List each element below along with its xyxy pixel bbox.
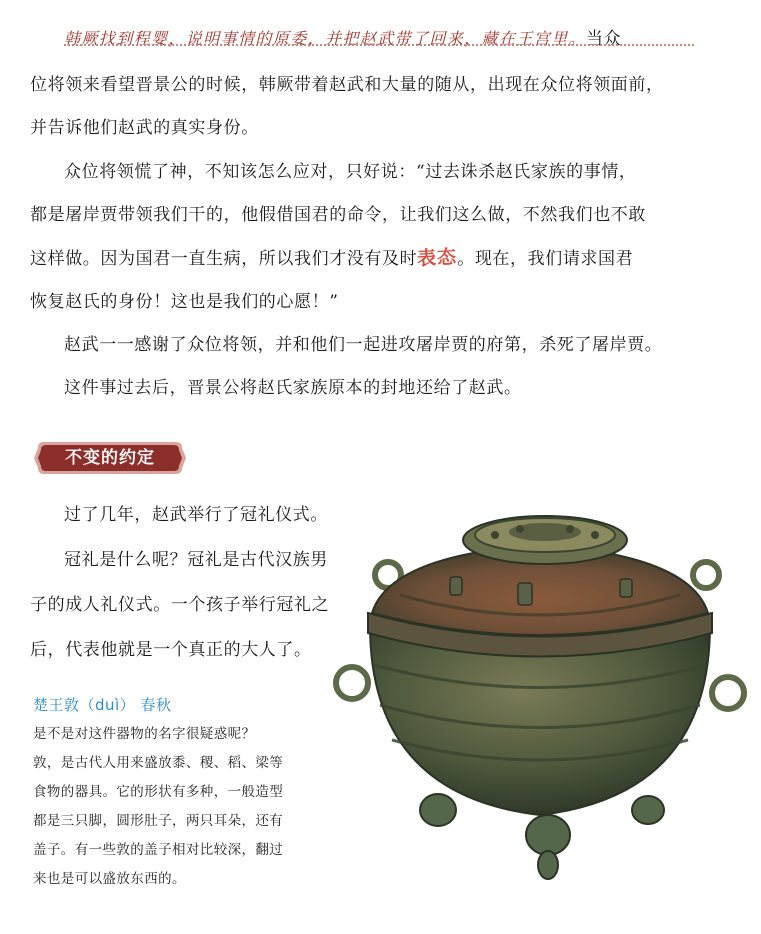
section-line-2: 冠礼是什么呢？冠礼是古代汉族男 (64, 550, 328, 570)
story-line-9: 这件事过去后，晋景公将赵氏家族原本的封地还给了赵武。 (64, 378, 522, 398)
section-heading-tag (34, 440, 186, 476)
story-line-4: 众位将领慌了神，不知该怎么应对，只好说：“过去诛杀赵氏家族的事情， (64, 162, 637, 182)
story-text: 。现在，我们请求国君 (457, 249, 634, 269)
story-line-2: 位将领来看望晋景公的时候，韩厥带着赵武和大量的随从，出现在众位将领面前， (30, 75, 664, 95)
handwritten-text: 韩厥找到程婴，说明事情的原委，并把赵武带了回来，藏在王宫里。 (64, 29, 587, 48)
story-line-7: 恢复赵氏的身份！这也是我们的心愿！” (30, 292, 339, 312)
section-line-1: 过了几年，赵武举行了冠礼仪式。 (64, 505, 328, 525)
story-line-3: 并告诉他们赵武的真实身份。 (30, 118, 259, 138)
caption-line: 都是三只脚，圆形肚子，两只耳朵，还有 (33, 813, 284, 829)
bronze-dui-vessel-image (330, 495, 750, 885)
caption-title: 楚王敦（duì） 春秋 (33, 696, 172, 714)
caption-line: 来也是可以盛放东西的。 (33, 871, 186, 887)
handwriting-underline (64, 44, 694, 46)
caption-line: 食物的器具。它的形状有多种，一般造型 (33, 784, 284, 800)
section-line-4: 后，代表他就是一个真正的大人了。 (30, 640, 312, 660)
story-text: 这样做。因为国君一直生病，所以我们才没有及时 (30, 249, 418, 269)
caption-body (33, 720, 371, 894)
section-line-3: 子的成人礼仪式。一个孩子举行冠礼之 (30, 595, 330, 615)
section-title: 不变的约定 (65, 448, 155, 468)
story-line-5: 都是屠岸贾带领我们干的，他假借国君的命令，让我们这么做，不然我们也不敢 (30, 205, 646, 225)
story-line-6 (30, 243, 633, 270)
story-line-8: 赵武一一感谢了众位将领，并和他们一起进攻屠岸贾的府第，杀死了屠岸贾。 (64, 335, 663, 355)
caption-line: 敦，是古代人用来盛放黍、稷、稻、梁等 (33, 755, 284, 771)
caption-line: 盖子。有一些敦的盖子相对比较深，翻过 (33, 842, 284, 858)
highlight-word: 表态 (416, 245, 458, 271)
story-text: 当众 (586, 29, 622, 49)
caption-line: 是不是对这件器物的名字很疑惑呢？ (33, 726, 256, 742)
